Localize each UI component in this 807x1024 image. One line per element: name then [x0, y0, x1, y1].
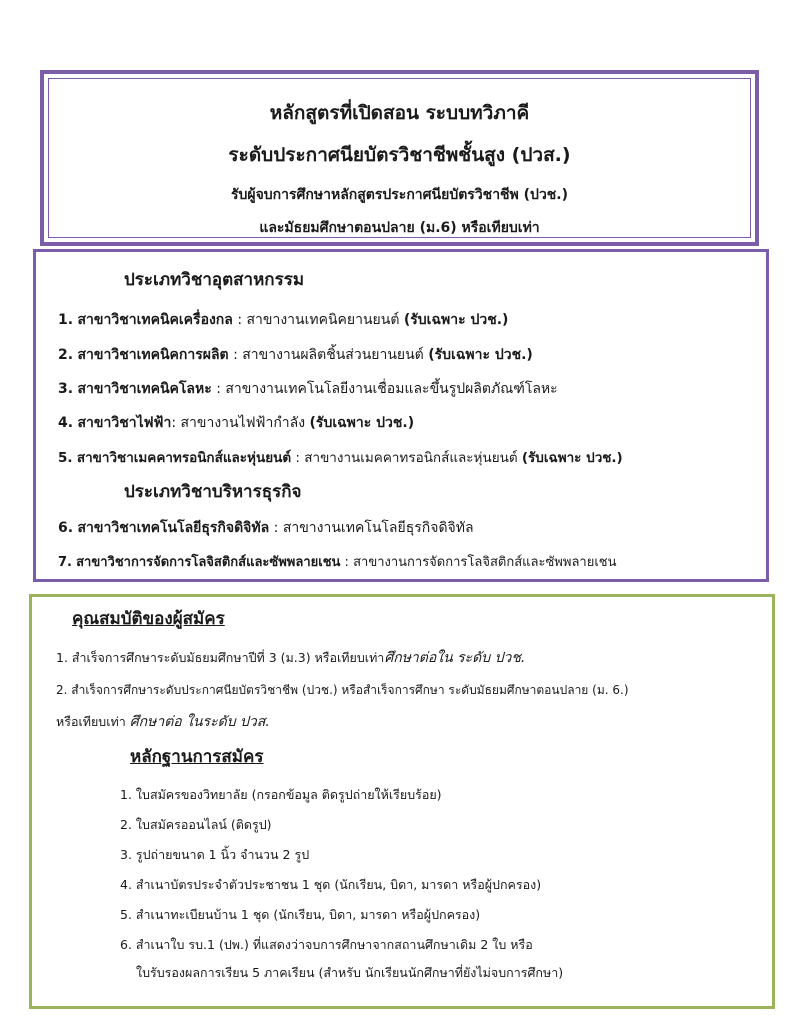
- program-note: (รับเฉพาะ ปวช.): [309, 415, 415, 431]
- program-sep: :: [211, 381, 226, 397]
- program-number: 5.: [58, 450, 73, 466]
- program-item: [58, 551, 616, 572]
- qualification-emphasis: ศึกษาต่อใน ระดับ ปวช.: [384, 650, 526, 666]
- document-item: 2. ใบสมัครออนไลน์ (ติดรูป): [120, 817, 272, 832]
- document-item: 6. สำเนาใบ รบ.1 (ปพ.) ที่แสดงว่าจบการศึกษาจากสถานศึกษาเดิม 2 ใบ หรือ: [120, 937, 533, 952]
- program-number: 3.: [58, 381, 74, 397]
- program-sep: :: [171, 415, 181, 431]
- program-branch: สาขางานเทคนิคยานยนต์: [246, 312, 400, 328]
- program-sep: :: [228, 347, 243, 363]
- qualification-item: 2. สำเร็จการศึกษาระดับประกาศนียบัตรวิชาชีพ (ปวช.) หรือสำเร็จการศึกษา ระดับมัธยมศึกษาตอนปลาย (ม. 6.): [56, 683, 629, 697]
- program-item: [58, 344, 533, 366]
- program-number: 1.: [58, 312, 74, 328]
- program-major: สาขาวิชาเทคนิคโลหะ: [77, 381, 212, 397]
- program-sep: :: [291, 450, 305, 466]
- program-branch: สาขางานเทคโนโลยีงานเชื่อมและขึ้นรูปผลิตภัณฑ์โลหะ: [225, 381, 558, 397]
- program-major: สาขาวิชาเทคโนโลยีธุรกิจดิจิทัล: [77, 520, 270, 536]
- program-major: สาขาวิชาการจัดการโลจิสติกส์และซัพพลายเชน: [76, 555, 341, 570]
- program-major: สาขาวิชาเมคคาทรอนิกส์และหุ่นยนต์: [76, 450, 292, 466]
- business-heading: ประเภทวิชาบริหารธุรกิจ: [124, 482, 302, 502]
- program-item: [58, 309, 508, 331]
- program-branch: สาขางานเมคคาทรอนิกส์และหุ่นยนต์: [304, 450, 518, 466]
- program-note: (รับเฉพาะ ปวช.): [403, 312, 509, 328]
- program-sep: :: [340, 555, 354, 570]
- header-eligibility-2: และมัธยมศึกษาตอนปลาย (ม.6) หรือเทียบเท่า: [259, 220, 540, 236]
- program-number: 7.: [58, 555, 72, 570]
- documents-title: หลักฐานการสมัคร: [130, 747, 264, 767]
- qualification-item: [56, 647, 525, 669]
- qualification-text: หรือเทียบเท่า: [56, 714, 126, 729]
- program-number: 2.: [58, 347, 74, 363]
- program-sep: :: [232, 312, 247, 328]
- program-item: [58, 378, 558, 400]
- program-item: [58, 446, 623, 468]
- qualification-emphasis: ศึกษาต่อ ในระดับ ปวส.: [129, 714, 270, 730]
- program-major: สาขาวิชาเทคนิคการผลิต: [77, 347, 229, 363]
- program-branch: สาขางานเทคโนโลยีธุรกิจดิจิทัล: [282, 520, 474, 536]
- qualification-text: 1. สำเร็จการศึกษาระดับมัธยมศึกษาปีที่ 3 (ม.3) หรือเทียบเท่า: [56, 650, 385, 665]
- industrial-heading: ประเภทวิชาอุตสาหกรรม: [124, 270, 305, 290]
- programs-box: [33, 249, 769, 582]
- program-number: 6.: [58, 520, 74, 536]
- program-branch: สาขางานผลิตชิ้นส่วนยานยนต์: [242, 347, 424, 363]
- program-branch: สาขางานการจัดการโลจิสติกส์และซัพพลายเชน: [353, 555, 617, 570]
- program-major: สาขาวิชาไฟฟ้า: [77, 415, 172, 431]
- program-note: (รับเฉพาะ ปวช.): [521, 450, 623, 466]
- header-box: [40, 70, 759, 246]
- document-item: 1. ใบสมัครของวิทยาลัย (กรอกข้อมูล ติดรูปถ่ายให้เรียบร้อย): [120, 787, 442, 802]
- document-item: 5. สำเนาทะเบียนบ้าน 1 ชุด (นักเรียน, บิดา, มารดา หรือผู้ปกครอง): [120, 907, 481, 922]
- qualification-item-cont: [56, 711, 270, 733]
- program-item: [58, 517, 474, 539]
- header-eligibility: รับผู้จบการศึกษาหลักสูตรประกาศนียบัตรวิชาชีพ (ปวช.): [230, 187, 569, 203]
- program-note: (รับเฉพาะ ปวช.): [428, 347, 533, 363]
- qualifications-box: [29, 594, 775, 1009]
- document-item: 3. รูปถ่ายขนาด 1 นิ้ว จำนวน 2 รูป: [120, 847, 310, 862]
- program-number: 4.: [58, 415, 74, 431]
- header-title: หลักสูตรที่เปิดสอน ระบบทวิภาคี: [269, 102, 530, 124]
- document-item-cont: ใบรับรองผลการเรียน 5 ภาคเรียน (สำหรับ นักเรียนนักศึกษาที่ยังไม่จบการศึกษา): [136, 965, 564, 980]
- program-sep: :: [269, 520, 283, 536]
- program-item: [58, 412, 414, 434]
- header-subtitle: ระดับประกาศนียบัตรวิชาชีพชั้นสูง (ปวส.): [228, 144, 571, 166]
- program-branch: สาขางานไฟฟ้ากำลัง: [180, 415, 306, 431]
- document-item: 4. สำเนาบัตรประจำตัวประชาชน 1 ชุด (นักเรียน, บิดา, มารดา หรือผู้ปกครอง): [120, 877, 542, 892]
- program-major: สาขาวิชาเทคนิคเครื่องกล: [77, 312, 233, 328]
- qualifications-title: คุณสมบัติของผู้สมัคร: [72, 609, 225, 629]
